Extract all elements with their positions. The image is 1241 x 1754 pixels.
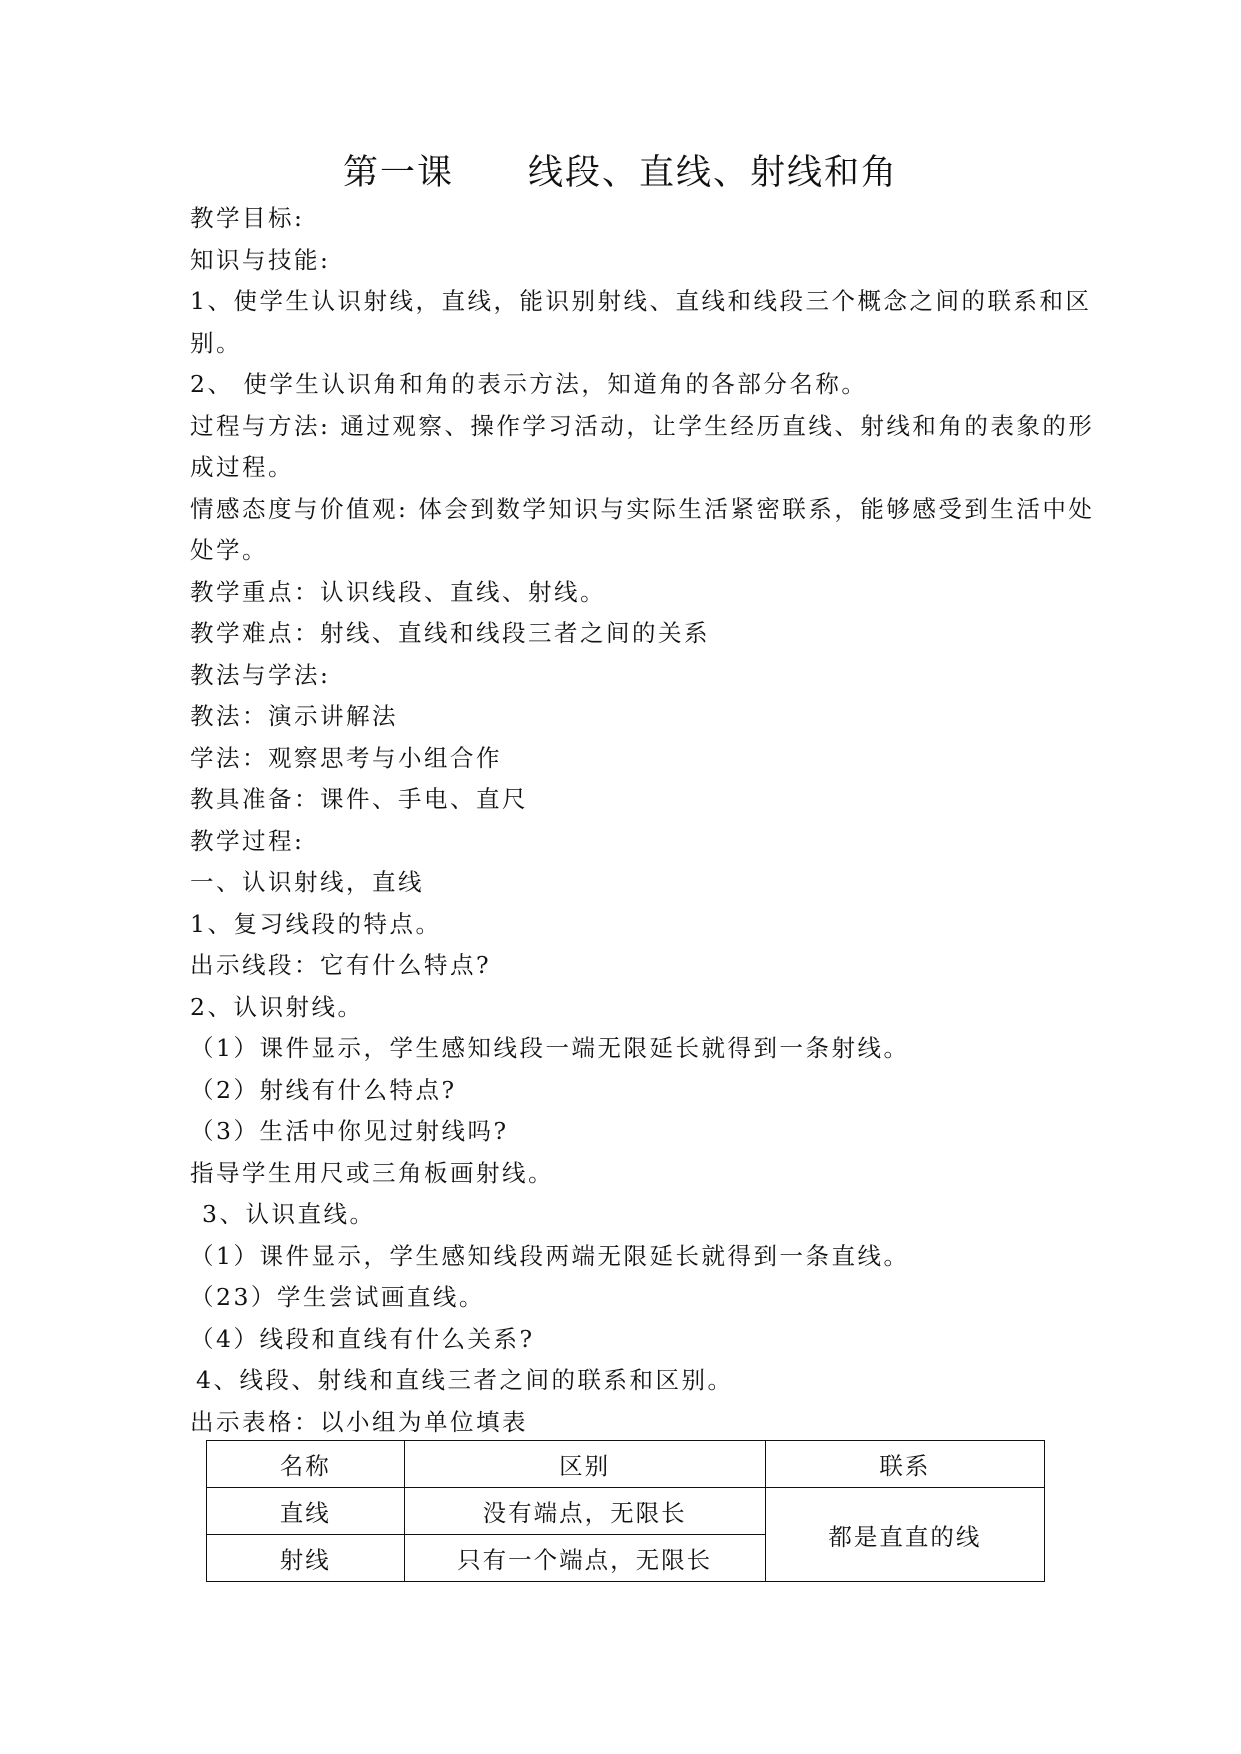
table-cell-relation: 都是直直的线 (765, 1488, 1044, 1582)
text-line: 学法：观察思考与小组合作 (190, 743, 502, 772)
table-header-cell: 区别 (404, 1441, 765, 1488)
text-line: 处学。 (190, 536, 268, 564)
text-line: 2、 使学生认识角和角的表示方法，知道角的各部分名称。 (190, 370, 868, 398)
text-line: （1）课件显示，学生感知线段两端无限延长就得到一条直线。 (190, 1241, 910, 1270)
text-line: 指导学生用尺或三角板画射线。 (190, 1158, 554, 1187)
text-line: 出示表格：以小组为单位填表 (190, 1407, 528, 1436)
text-line: 教学目标: (190, 204, 305, 232)
text-line: 教学重点：认识线段、直线、射线。 (190, 577, 606, 606)
text-line: 情感态度与价值观: 体会到数学知识与实际生活紧密联系，能够感受到生活中处 (190, 494, 1095, 523)
text-line: 一、认识射线，直线 (190, 868, 424, 896)
text-line: 1、使学生认识射线，直线，能识别射线、直线和线段三个概念之间的联系和区 (190, 287, 1092, 315)
text-line: 知识与技能: (190, 245, 331, 274)
table-cell-diff: 只有一个端点，无限长 (404, 1535, 765, 1582)
table-cell-name: 直线 (207, 1488, 405, 1535)
page-title: 第一课 线段、直线、射线和角 (342, 153, 898, 193)
text-line: 教学过程: (190, 826, 305, 855)
table-cell-diff: 没有端点，无限长 (404, 1488, 765, 1535)
table-row (207, 1488, 1045, 1535)
text-line: 3、认识直线。 (202, 1200, 376, 1228)
text-line: （23）学生尝试画直线。 (190, 1283, 485, 1311)
table-header-cell: 名称 (207, 1441, 405, 1488)
text-line: 教具准备：课件、手电、直尺 (190, 785, 528, 813)
text-line: 2、认识射线。 (190, 992, 364, 1021)
text-line: 教法：演示讲解法 (190, 702, 398, 730)
lesson-body (190, 198, 1095, 1443)
text-line: 1、复习线段的特点。 (190, 909, 442, 938)
text-line: 4、线段、射线和直线三者之间的联系和区别。 (196, 1366, 734, 1394)
text-line: （2）射线有什么特点? (190, 1075, 457, 1104)
comparison-table (206, 1440, 1045, 1582)
text-line: 教法与学法: (190, 660, 331, 689)
text-line: 出示线段：它有什么特点? (190, 951, 492, 979)
text-line: 教学难点：射线、直线和线段三者之间的关系 (190, 619, 710, 647)
text-line: 过程与方法: 通过观察、操作学习活动，让学生经历直线、射线和角的表象的形 (190, 411, 1095, 440)
text-line: （1）课件显示，学生感知线段一端无限延长就得到一条射线。 (190, 1034, 910, 1062)
table-header-row (207, 1441, 1045, 1488)
text-line: 成过程。 (190, 453, 294, 481)
table-cell-name: 射线 (207, 1535, 405, 1582)
text-line: （3）生活中你见过射线吗? (190, 1117, 509, 1145)
table-header-cell: 联系 (765, 1441, 1044, 1488)
text-line: （4）线段和直线有什么关系? (190, 1324, 535, 1353)
text-line: 别。 (190, 328, 242, 357)
